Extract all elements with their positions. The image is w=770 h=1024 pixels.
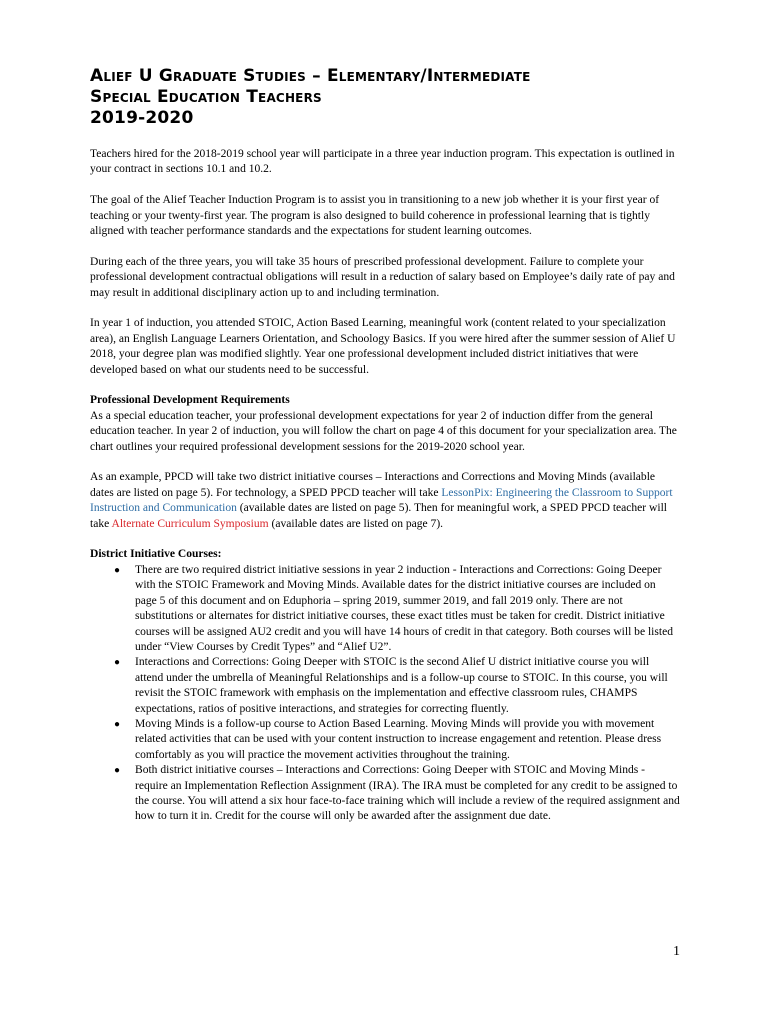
bullet-icon: ● [114, 657, 121, 669]
example-text-3: (available dates are listed on page 7). [268, 517, 444, 530]
page-number: 1 [673, 944, 680, 959]
list-item [114, 717, 680, 763]
title-year: 2019-2020 [90, 108, 194, 128]
bullet-icon: ● [114, 718, 121, 730]
bullet-icon: ● [114, 564, 121, 576]
example-paragraph [90, 470, 680, 532]
document-body [90, 147, 680, 825]
list-item [114, 763, 680, 825]
document-title [90, 66, 710, 129]
list-item-text: Interactions and Corrections: Going Deeper with STOIC is the second Alief U district initiative course you will attend under the umbrella of Meaningful Relationships and is a follow-up course to STOIC. In this course, you will revisit the STOIC framework with emphasis on the implementation and effective classroom rules, CHAMPS expectations, ratios of positive interactions, and strategies for correcting fluently. [135, 656, 668, 715]
hours-paragraph: During each of the three years, you will take 35 hours of prescribed professional development. Failure to complete your professional development contractual obligations will result in a reduction of salary based on Employee’s daily rate of pay and may result in additional disciplinary action up to and including termination. [90, 255, 675, 299]
list-item [114, 563, 680, 655]
example-text-1: As an example, PPCD will take two district initiative courses – Interactions and Corrections and Moving Minds (available dates are listed on page 5). For technology, a SPED PPCD teacher will take [90, 471, 656, 499]
district-courses-section [90, 547, 680, 824]
bullet-icon: ● [114, 765, 121, 777]
year1-paragraph: In year 1 of induction, you attended STOIC, Action Based Learning, meaningful work (content related to your specialization area), an English Language Learners Orientation, and Schoology Basics. If you were hired after the summer session of Alief U 2018, your degree plan was modified slightly. Year one professional development included district initiatives that were developed based on what our students need to be successful. [90, 317, 676, 376]
district-courses-list [90, 563, 680, 825]
pd-requirements-section [90, 393, 680, 455]
lessonpix-course-link[interactable]: LessonPix: Engineering the Classroom to Support Instruction and Communication [90, 486, 673, 515]
list-item-text: Both district initiative courses – Interactions and Corrections: Going Deeper with STOIC and Moving Minds - require an Implementation Reflection Assignment (IRA). The IRA must be completed for any credit to be assigned to the course. You will attend a six hour face-to-face training which will include a review of the required assignment and how to turn it in. Credit for the course will only be awarded after the assignment due date. [135, 764, 680, 823]
list-item [114, 655, 680, 717]
title-line-2: Special Education Teachers [90, 87, 322, 107]
alternate-curriculum-link[interactable]: Alternate Curriculum Symposium [111, 517, 269, 530]
example-text-2: (available dates are listed on page 5). Then for meaningful work, a SPED PPCD teacher will take [90, 502, 668, 530]
district-courses-heading: District Initiative Courses: [90, 548, 222, 561]
list-item-text: Moving Minds is a follow-up course to Action Based Learning. Moving Minds will provide you with movement related activities that can be used with your content instruction to increase engagement and retention. Please dress comfortably as you will practice the movement activities throughout the training. [135, 717, 662, 761]
pd-requirements-heading: Professional Development Requirements [90, 394, 290, 407]
goal-paragraph: The goal of the Alief Teacher Induction Program is to assist you in transitioning to a new job whether it is your first year of teaching or your twenty-first year. The program is also designed to build coherence in professional learning that is tightly aligned with teacher performance standards and the expectations for student learning outcomes. [90, 194, 660, 238]
list-item-text: There are two required district initiative sessions in year 2 induction - Interactions and Corrections: Going Deeper with the STOIC Framework and Moving Minds. Available dates for the district initiative courses are included on page 5 of this document and on Eduphoria – spring 2019, summer 2019, and fall 2019 only. There are not substitutions or alternates for district initiative courses, these exact titles must be taken for credit. District initiative courses will be assigned AU2 credit and you will have 14 hours of credit in that category. Both courses will be listed under “View Courses by Credit Types” and “Alief U2”. [135, 563, 673, 653]
pd-requirements-text: As a special education teacher, your professional development expectations for year 2 of induction differ from the general education teacher. In year 2 of induction, you will follow the chart on page 4 of this document for your specialization area. The chart outlines your required professional development sessions for the 2019-2020 school year. [90, 409, 677, 453]
title-line-1: Alief U Graduate Studies – Elementary/Intermediate [90, 66, 531, 86]
intro-paragraph: Teachers hired for the 2018-2019 school year will participate in a three year induction program. This expectation is outlined in your contract in sections 10.1 and 10.2. [90, 148, 675, 176]
